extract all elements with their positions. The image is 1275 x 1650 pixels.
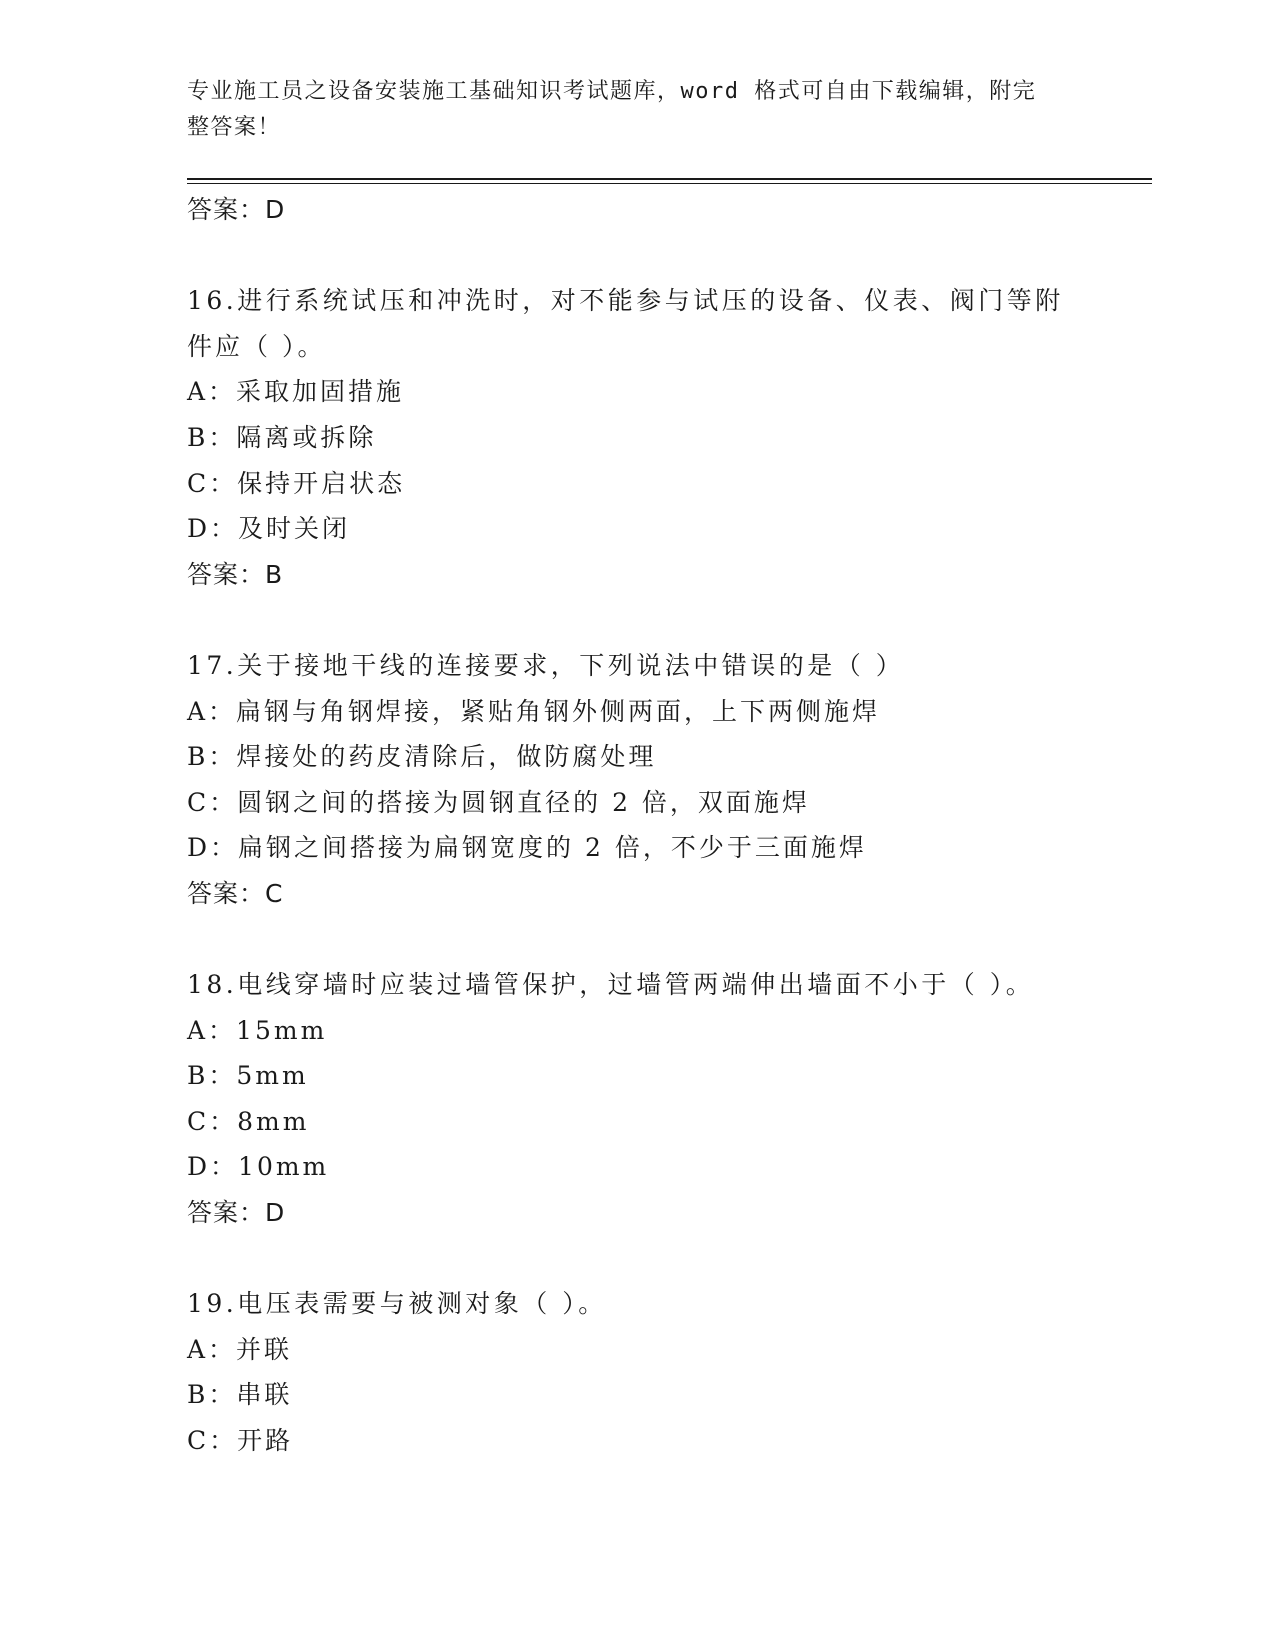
header-line-2: 整答案！ bbox=[187, 115, 282, 140]
option-c: C：保持开启状态 bbox=[187, 468, 406, 498]
option-d: D：及时关闭 bbox=[187, 514, 351, 544]
question-stem: 18.电线穿墙时应装过墙管保护，过墙管两端伸出墙面不小于（ ）。 bbox=[187, 970, 1035, 1000]
option-d: D：10mm bbox=[187, 1152, 330, 1182]
header-divider-thin bbox=[187, 183, 1152, 184]
option-c: C：8mm bbox=[187, 1106, 310, 1136]
option-a: A：采取加固措施 bbox=[187, 377, 405, 407]
question-18 bbox=[187, 962, 1152, 1236]
option-a: A：并联 bbox=[187, 1334, 293, 1364]
question-stem: 16.进行系统试压和冲洗时，对不能参与试压的设备、仪表、阀门等附 bbox=[187, 286, 1064, 316]
option-b: B：串联 bbox=[187, 1380, 293, 1410]
question-stem-continued: 件应（ ）。 bbox=[187, 331, 326, 361]
question-19 bbox=[187, 1281, 1152, 1463]
document-header bbox=[187, 74, 1067, 146]
document-body bbox=[187, 187, 1152, 1464]
answer: 答案：C bbox=[187, 878, 284, 908]
option-c: C：开路 bbox=[187, 1426, 294, 1456]
option-a: A：15mm bbox=[187, 1015, 328, 1045]
spacer bbox=[187, 597, 1152, 643]
option-b: B：焊接处的药皮清除后，做防腐处理 bbox=[187, 742, 657, 772]
option-d: D：扁钢之间搭接为扁钢宽度的 2 倍，不少于三面施焊 bbox=[187, 833, 867, 863]
option-c: C：圆钢之间的搭接为圆钢直径的 2 倍，双面施焊 bbox=[187, 787, 810, 817]
question-stem: 17.关于接地干线的连接要求，下列说法中错误的是（ ） bbox=[187, 650, 905, 680]
header-divider-thick bbox=[187, 178, 1152, 180]
option-b: B：5mm bbox=[187, 1061, 309, 1091]
question-17 bbox=[187, 643, 1152, 917]
header-line-1: 专业施工员之设备安装施工基础知识考试题库，word 格式可自由下载编辑，附完 bbox=[187, 79, 1037, 104]
question-16 bbox=[187, 278, 1152, 597]
spacer bbox=[187, 233, 1152, 279]
spacer bbox=[187, 1236, 1152, 1282]
answer: 答案：D bbox=[187, 1198, 286, 1228]
option-b: B：隔离或拆除 bbox=[187, 422, 377, 452]
answer: 答案：B bbox=[187, 559, 284, 589]
prev-answer: 答案：D bbox=[187, 195, 286, 224]
spacer bbox=[187, 917, 1152, 963]
question-stem: 19.电压表需要与被测对象（ ）。 bbox=[187, 1289, 607, 1319]
option-a: A：扁钢与角钢焊接，紧贴角钢外侧两面，上下两侧施焊 bbox=[187, 696, 881, 726]
